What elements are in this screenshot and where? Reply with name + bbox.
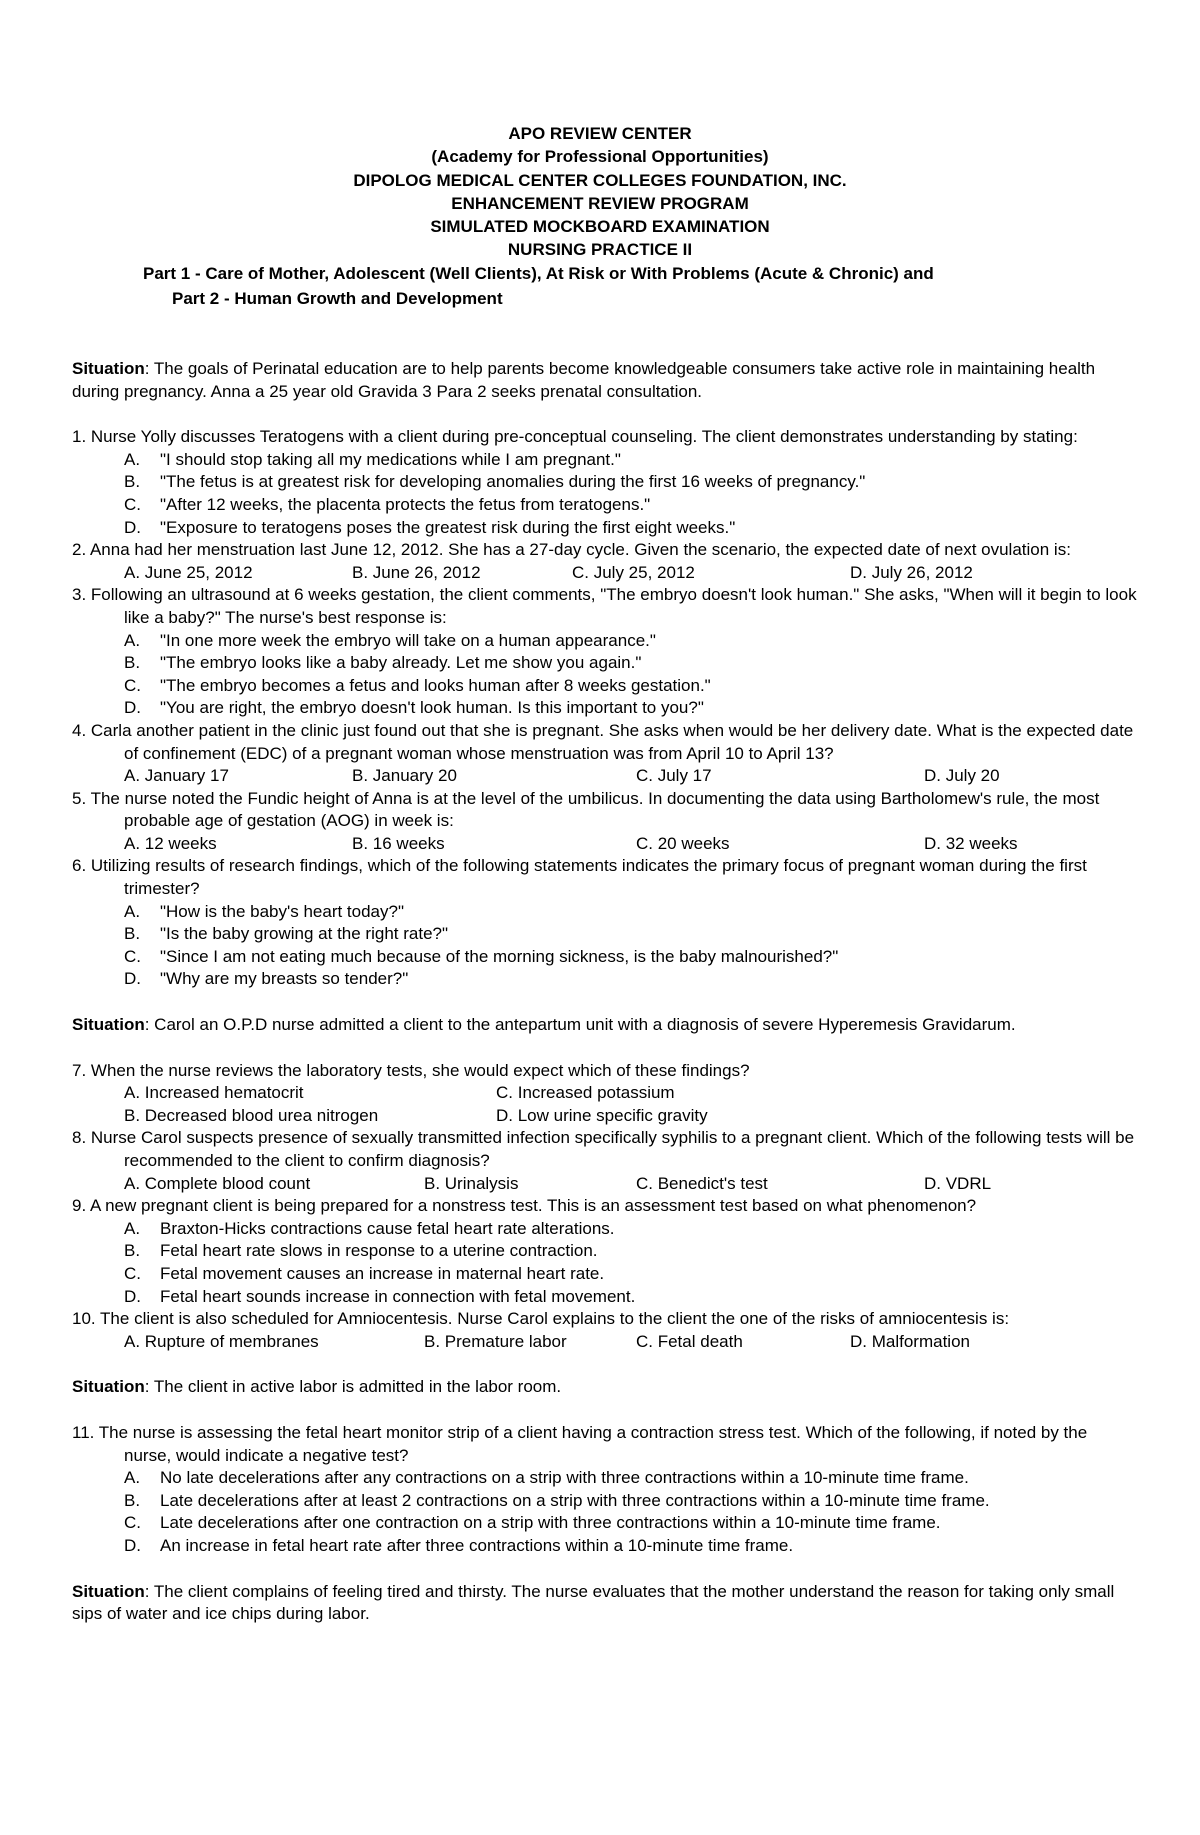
question-2-option-c[interactable]: C. July 25, 2012 bbox=[572, 562, 695, 582]
exam-name: SIMULATED MOCKBOARD EXAMINATION bbox=[430, 217, 770, 237]
situation-label: Situation bbox=[72, 359, 145, 378]
question-6-option-a[interactable]: A. "How is the baby's heart today?" bbox=[124, 901, 405, 921]
question-10-option-a[interactable]: A. Rupture of membranes bbox=[124, 1331, 319, 1351]
question-9-option-c[interactable]: C. Fetal movement causes an increase in maternal heart rate. bbox=[124, 1263, 605, 1283]
question-1-stem: 1. Nurse Yolly discusses Teratogens with a client during pre-conceptual counseling. The client demonstrates understanding by stating: bbox=[72, 427, 1078, 447]
question-4-stem: 4. Carla another patient in the clinic just found out that she is pregnant. She asks when would be her delivery date. What is the expected date of confinement (EDC) of a pregnant woman whose menstruation was from April 10 to April 13? bbox=[72, 720, 1134, 763]
question-5-option-d[interactable]: D. 32 weeks bbox=[924, 833, 1018, 853]
situation-label: Situation bbox=[72, 1377, 145, 1397]
situation-text: : The goals of Perinatal education are to help parents become knowledgeable consumers take active role in maintaining health during pregnancy. Anna a 25 year old Gravida 3 Para 2 seeks prenatal consultation. bbox=[72, 359, 1096, 401]
practice-title: NURSING PRACTICE II bbox=[507, 240, 693, 260]
question-6-option-d[interactable]: D. "Why are my breasts so tender?" bbox=[124, 969, 409, 989]
question-4-option-c[interactable]: C. July 17 bbox=[636, 766, 712, 786]
question-8-option-b[interactable]: B. Urinalysis bbox=[424, 1173, 519, 1193]
question-3-option-c[interactable]: C. "The embryo becomes a fetus and looks human after 8 weeks gestation." bbox=[124, 675, 711, 695]
question-7-options-row-1 bbox=[72, 1082, 1137, 1105]
question-7-option-a[interactable]: A. Increased hematocrit bbox=[124, 1083, 304, 1103]
situation-3 bbox=[72, 1376, 1137, 1399]
question-4-option-d[interactable]: D. July 20 bbox=[924, 766, 1000, 786]
question-8-option-a[interactable]: A. Complete blood count bbox=[124, 1173, 311, 1193]
question-1-option-a[interactable]: A. "I should stop taking all my medications while I am pregnant." bbox=[124, 449, 621, 469]
question-11-option-b[interactable]: B. Late decelerations after at least 2 contractions on a strip with three contractions within a 10-minute time frame. bbox=[124, 1490, 990, 1510]
question-7-option-c[interactable]: C. Increased potassium bbox=[496, 1083, 675, 1103]
question-5-option-a[interactable]: A. 12 weeks bbox=[124, 833, 217, 853]
part-2-title: Part 2 - Human Growth and Development bbox=[172, 289, 503, 308]
question-11-stem: 11. The nurse is assessing the fetal heart monitor strip of a client having a contraction stress test. Which of the following, if noted by the nurse, would indicate a negative test? bbox=[72, 1422, 1088, 1465]
question-10-option-b[interactable]: B. Premature labor bbox=[424, 1331, 567, 1351]
question-1-option-b[interactable]: B. "The fetus is at greatest risk for developing anomalies during the first 16 weeks of pregnancy." bbox=[124, 472, 866, 492]
question-2-option-d[interactable]: D. July 26, 2012 bbox=[850, 562, 973, 582]
question-11-option-a[interactable]: A. No late decelerations after any contractions on a strip with three contractions within a 10-minute time frame. bbox=[124, 1468, 969, 1488]
program-name: ENHANCEMENT REVIEW PROGRAM bbox=[451, 193, 749, 213]
question-5-options bbox=[72, 833, 1137, 856]
question-1-option-c[interactable]: C. "After 12 weeks, the placenta protects the fetus from teratogens." bbox=[124, 494, 651, 514]
question-8-options bbox=[72, 1173, 1137, 1196]
situation-text: : Carol an O.P.D nurse admitted a client to the antepartum unit with a diagnosis of severe Hyperemesis Gravidarum. bbox=[144, 1015, 1016, 1035]
question-8-option-c[interactable]: C. Benedict's test bbox=[636, 1173, 768, 1193]
question-9-option-a[interactable]: A. Braxton-Hicks contractions cause fetal heart rate alterations. bbox=[124, 1218, 615, 1238]
question-5-stem: 5. The nurse noted the Fundic height of Anna is at the level of the umbilicus. In documenting the data using Bartholomew's rule, the most probable age of gestation (AOG) in week is: bbox=[72, 788, 1100, 831]
question-7-options-row-2 bbox=[72, 1105, 1137, 1128]
question-11-option-d[interactable]: D. An increase in fetal heart rate after three contractions within a 10-minute time frame. bbox=[124, 1535, 794, 1555]
situation-label: Situation bbox=[72, 1015, 145, 1035]
question-2-options bbox=[72, 562, 1137, 585]
question-3-option-b[interactable]: B. "The embryo looks like a baby already. Let me show you again." bbox=[124, 653, 642, 673]
question-3-option-a[interactable]: A. "In one more week the embryo will take on a human appearance." bbox=[124, 630, 656, 650]
document-header bbox=[0, 122, 1200, 262]
question-10-option-d[interactable]: D. Malformation bbox=[850, 1331, 970, 1351]
question-7-stem: 7. When the nurse reviews the laboratory tests, she would expect which of these findings? bbox=[72, 1060, 750, 1080]
question-10-option-c[interactable]: C. Fetal death bbox=[636, 1331, 743, 1351]
question-6-option-c[interactable]: C. "Since I am not eating much because of the morning sickness, is the baby malnourished?" bbox=[124, 946, 839, 966]
question-11-option-c[interactable]: C. Late decelerations after one contraction on a strip with three contractions within a 10-minute time frame. bbox=[124, 1513, 941, 1533]
review-center-title: APO REVIEW CENTER bbox=[508, 124, 692, 143]
part-1-title: Part 1 - Care of Mother, Adolescent (Well Clients), At Risk or With Problems (Acute & Chronic) and bbox=[143, 264, 934, 283]
question-1-option-d[interactable]: D. "Exposure to teratogens poses the greatest risk during the first eight weeks." bbox=[124, 517, 736, 537]
question-3-option-d[interactable]: D. "You are right, the embryo doesn't look human. Is this important to you?" bbox=[124, 698, 704, 718]
question-5-option-b[interactable]: B. 16 weeks bbox=[352, 833, 445, 853]
situation-label: Situation bbox=[72, 1581, 145, 1601]
question-8-stem: 8. Nurse Carol suspects presence of sexually transmitted infection specifically syphilis to a pregnant client. Which of the following tests will be recommended to the client to confirm diagnosis? bbox=[72, 1128, 1135, 1170]
situation-4 bbox=[72, 1581, 1137, 1626]
question-7-option-b[interactable]: B. Decreased blood urea nitrogen bbox=[124, 1105, 379, 1125]
question-4-options bbox=[72, 765, 1137, 788]
exam-body bbox=[72, 358, 1137, 1626]
situation-2 bbox=[72, 1014, 1137, 1037]
question-2-option-b[interactable]: B. June 26, 2012 bbox=[352, 562, 481, 582]
college-name: DIPOLOG MEDICAL CENTER COLLEGES FOUNDATION, INC. bbox=[353, 170, 847, 190]
question-9-stem: 9. A new pregnant client is being prepared for a nonstress test. This is an assessment test based on what phenomenon? bbox=[72, 1196, 977, 1216]
question-6-stem: 6. Utilizing results of research findings, which of the following statements indicates the primary focus of pregnant woman during the first trimester? bbox=[72, 856, 1087, 899]
situation-text: : The client complains of feeling tired and thirsty. The nurse evaluates that the mother understand the reason for taking only small sips of water and ice chips during labor. bbox=[72, 1581, 1115, 1624]
question-7-option-d[interactable]: D. Low urine specific gravity bbox=[496, 1105, 708, 1125]
situation-1 bbox=[72, 358, 1137, 403]
question-2-option-a[interactable]: A. June 25, 2012 bbox=[124, 562, 253, 582]
question-4-option-b[interactable]: B. January 20 bbox=[352, 766, 457, 786]
question-5-option-c[interactable]: C. 20 weeks bbox=[636, 833, 730, 853]
question-6-option-b[interactable]: B. "Is the baby growing at the right rate?" bbox=[124, 924, 449, 944]
question-4-option-a[interactable]: A. January 17 bbox=[124, 766, 229, 786]
question-8-option-d[interactable]: D. VDRL bbox=[924, 1173, 992, 1193]
question-10-options bbox=[72, 1331, 1137, 1354]
question-9-option-b[interactable]: B. Fetal heart rate slows in response to a uterine contraction. bbox=[124, 1241, 598, 1261]
question-9-option-d[interactable]: D. Fetal heart sounds increase in connection with fetal movement. bbox=[124, 1286, 636, 1306]
question-2-stem: 2. Anna had her menstruation last June 12, 2012. She has a 27-day cycle. Given the scenario, the expected date of next ovulation is: bbox=[72, 540, 1071, 560]
question-3-stem: 3. Following an ultrasound at 6 weeks gestation, the client comments, "The embryo doesn't look human." She asks, "When will it begin to look like a baby?" The nurse's best response is: bbox=[72, 585, 1137, 627]
question-10-stem: 10. The client is also scheduled for Amniocentesis. Nurse Carol explains to the client the one of the risks of amniocentesis is: bbox=[72, 1309, 1010, 1329]
situation-text: : The client in active labor is admitted in the labor room. bbox=[144, 1377, 562, 1397]
academy-subtitle: (Academy for Professional Opportunities) bbox=[431, 147, 769, 167]
